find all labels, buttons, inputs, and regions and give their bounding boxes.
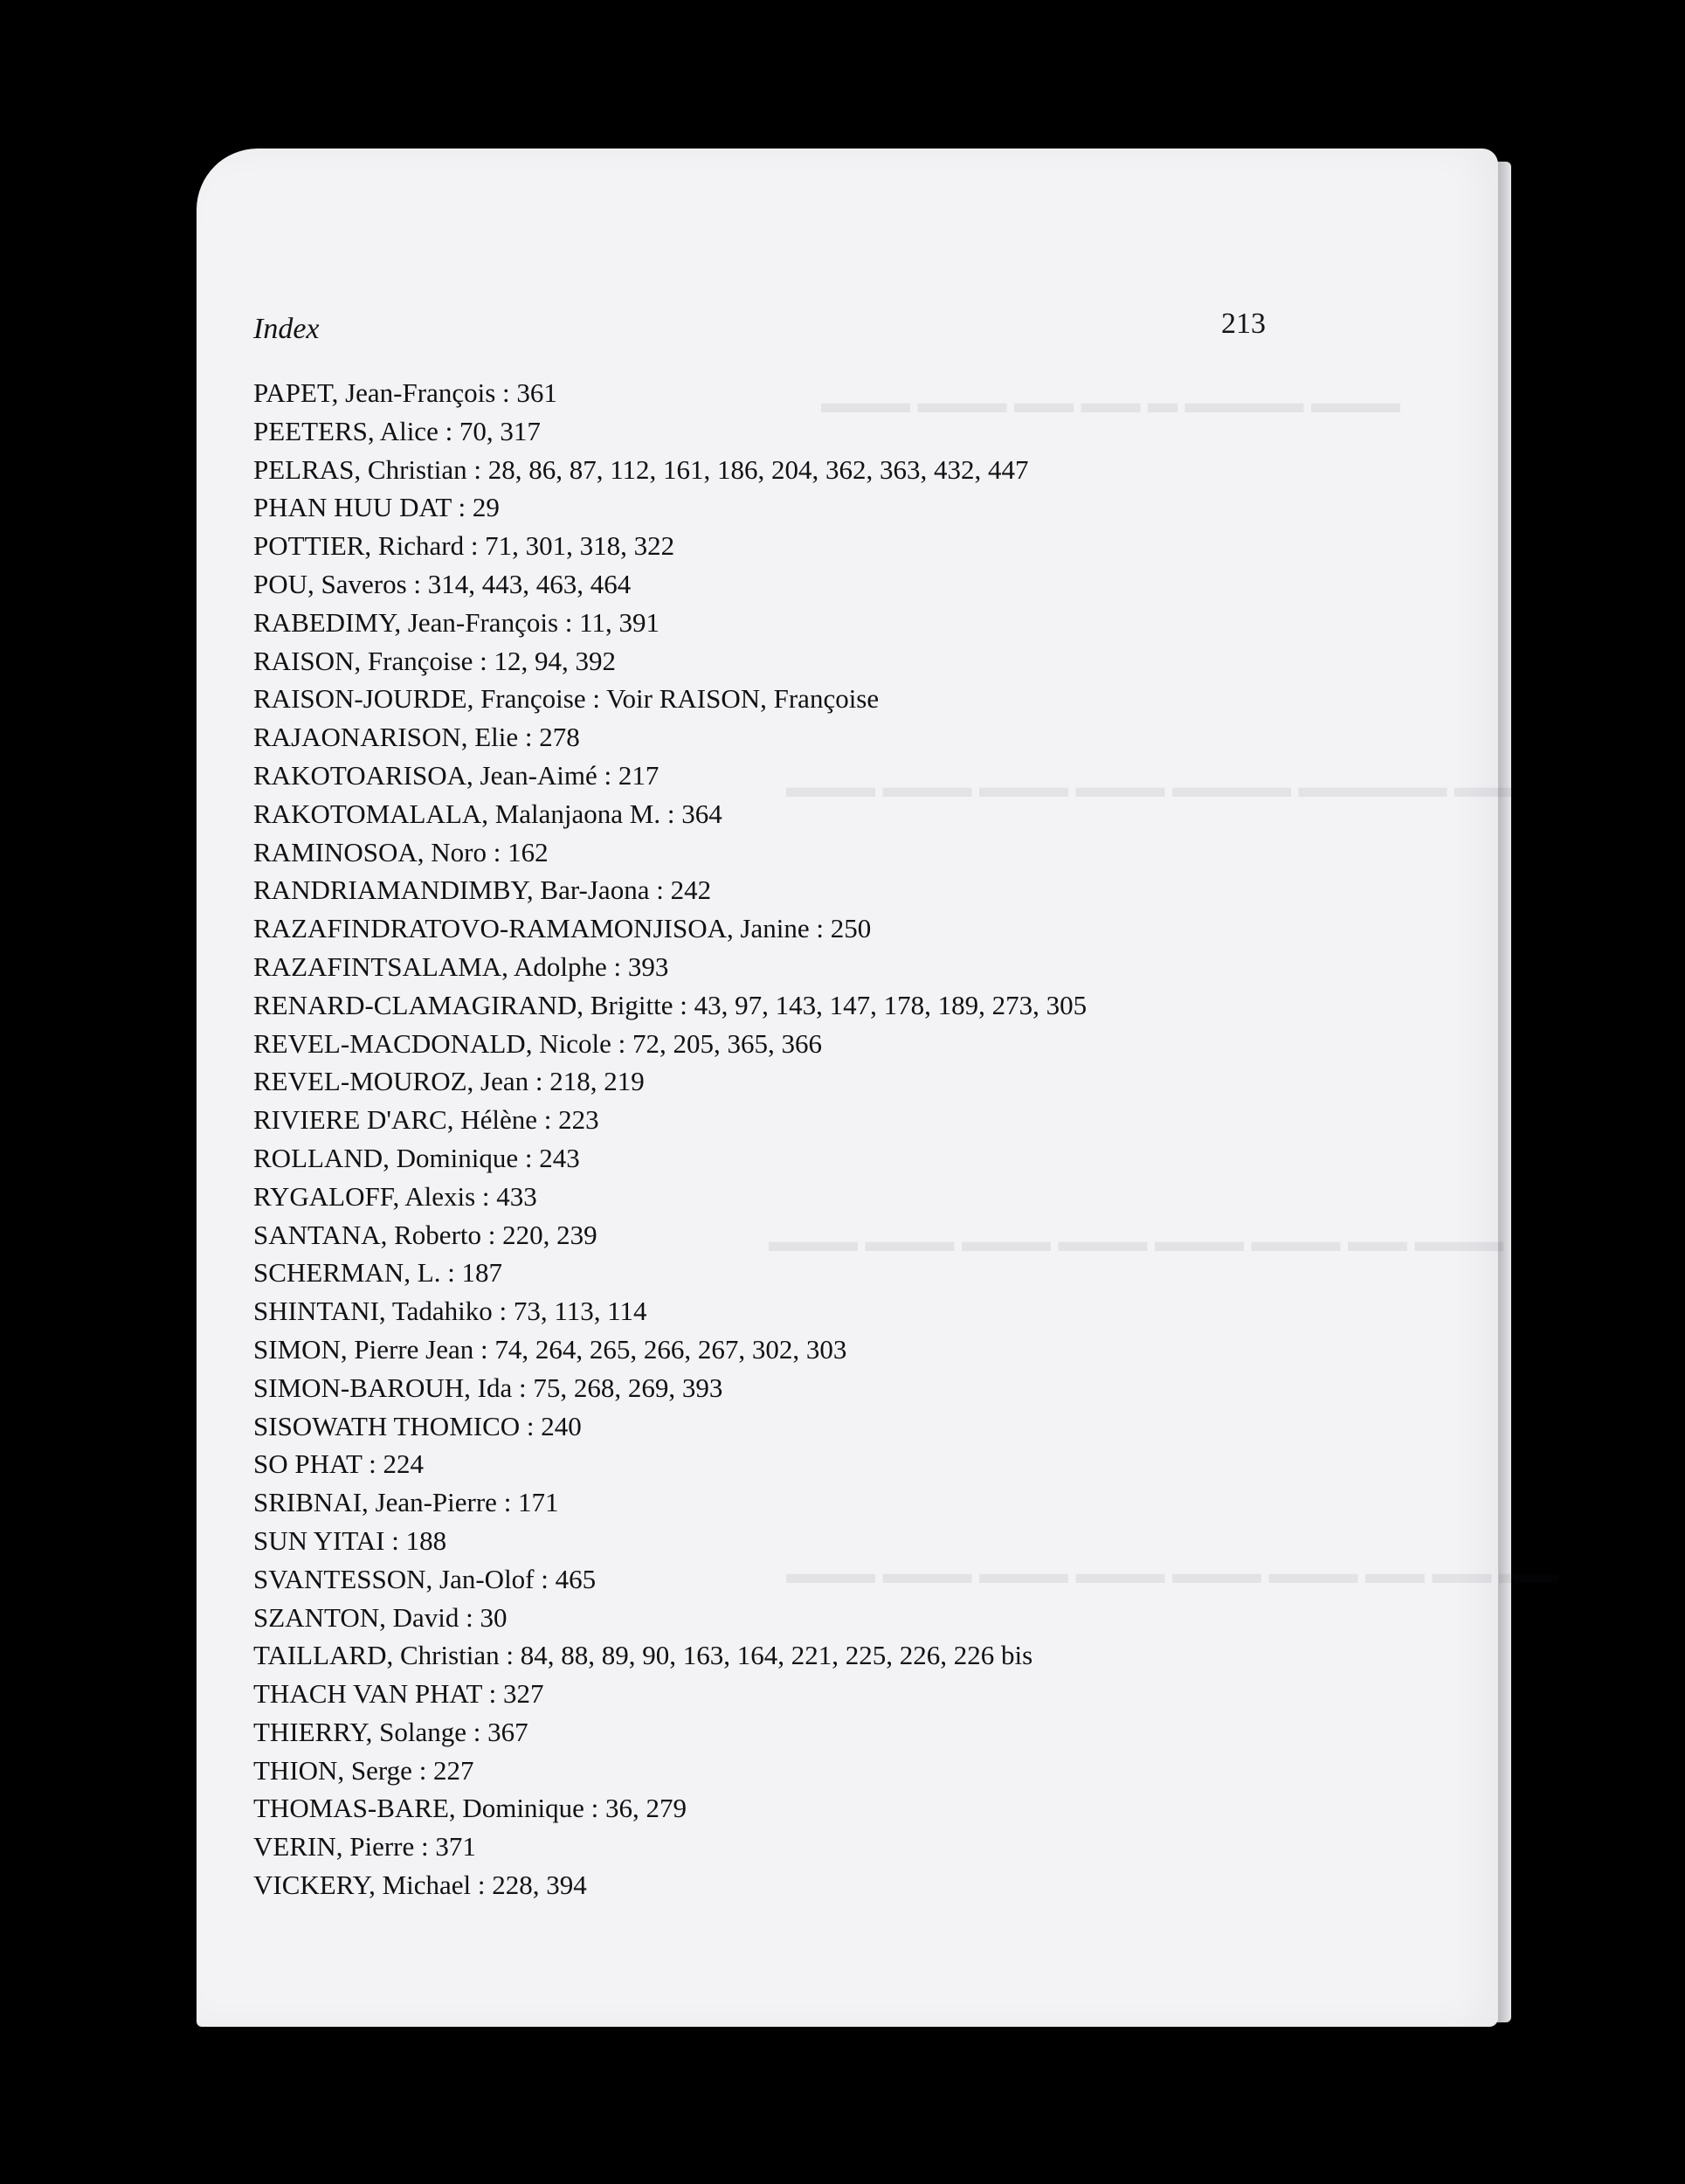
show-through-text: ▬▬ ▬▬▬▬▬ ▬▬▬▬ ▬▬▬ ▬▬▬ ▬▬▬ ▬▬▬ — [786, 771, 1514, 804]
index-entry: RAZAFINDRATOVO-RAMAMONJISOA, Janine : 250 — [253, 913, 872, 944]
index-entry: TAILLARD, Christian : 84, 88, 89, 90, 163, 164, 221, 225, 226, 226 bis — [253, 1640, 1033, 1671]
index-entry: SANTANA, Roberto : 220, 239 — [253, 1219, 597, 1250]
index-entry: SVANTESSON, Jan-Olof : 465 — [253, 1563, 597, 1594]
index-entry: PELRAS, Christian : 28, 86, 87, 112, 161, 186, 204, 362, 363, 432, 447 — [253, 453, 1029, 485]
page-number: 213 — [1221, 308, 1266, 340]
index-entry: RAZAFINTSALAMA, Adolphe : 393 — [253, 950, 669, 982]
index-entry: VICKERY, Michael : 228, 394 — [253, 1870, 587, 1901]
running-header-title: Index — [253, 313, 320, 345]
index-entry: ROLLAND, Dominique : 243 — [253, 1142, 580, 1173]
index-entry: THACH VAN PHAT : 327 — [253, 1678, 544, 1710]
index-entry: SRIBNAI, Jean-Pierre : 171 — [253, 1487, 559, 1518]
index-entry: RAISON-JOURDE, Françoise : Voir RAISON, Françoise — [253, 683, 880, 715]
index-entry: RAKOTOARISOA, Jean-Aimé : 217 — [253, 759, 659, 791]
index-entry: SCHERMAN, L. : 187 — [253, 1257, 503, 1289]
index-entry: SHINTANI, Tadahiko : 73, 113, 114 — [253, 1296, 647, 1327]
index-entry: REVEL-MOUROZ, Jean : 218, 219 — [253, 1066, 645, 1097]
index-entry: THION, Serge : 227 — [253, 1754, 474, 1786]
index-entry: SIMON-BAROUH, Ida : 75, 268, 269, 393 — [253, 1372, 723, 1403]
index-entry: RANDRIAMANDIMBY, Bar-Jaona : 242 — [253, 874, 712, 906]
index-entry: THOMAS-BARE, Dominique : 36, 279 — [253, 1793, 687, 1824]
index-entry: SIMON, Pierre Jean : 74, 264, 265, 266, 267, 302, 303 — [253, 1333, 847, 1365]
show-through-text: ▬▬▬ ▬▬▬▬ ▬ ▬▬ ▬▬ ▬▬▬ ▬▬▬ — [821, 387, 1400, 419]
index-entry: RAKOTOMALALA, Malanjaona M. : 364 — [253, 798, 722, 829]
index-entry-list — [253, 374, 1336, 1904]
show-through-text: ▬▬▬ ▬▬ ▬▬▬ ▬▬▬ ▬▬▬ ▬▬▬ ▬▬▬ ▬▬▬ — [769, 1226, 1504, 1258]
index-entry: RAMINOSOA, Noro : 162 — [253, 836, 549, 867]
index-entry: PHAN HUU DAT : 29 — [253, 492, 500, 523]
index-entry: RYGALOFF, Alexis : 433 — [253, 1180, 537, 1212]
index-entry: RAJAONARISON, Elie : 278 — [253, 722, 580, 753]
index-entry: SUN YITAI : 188 — [253, 1524, 447, 1556]
index-entry: SZANTON, David : 30 — [253, 1601, 508, 1633]
index-entry: RIVIERE D'ARC, Hélène : 223 — [253, 1104, 599, 1136]
index-entry: RENARD-CLAMAGIRAND, Brigitte : 43, 97, 143, 147, 178, 189, 273, 305 — [253, 989, 1088, 1020]
index-entry: RAISON, Françoise : 12, 94, 392 — [253, 645, 617, 676]
index-entry: POU, Saveros : 314, 443, 463, 464 — [253, 568, 632, 599]
index-entry: POTTIER, Richard : 71, 301, 318, 322 — [253, 530, 675, 562]
index-entry: RABEDIMY, Jean-François : 11, 391 — [253, 606, 659, 638]
index-entry: VERIN, Pierre : 371 — [253, 1831, 476, 1863]
index-entry: SISOWATH THOMICO : 240 — [253, 1410, 582, 1441]
show-through-text: ▬▬ ▬▬ ▬▬ ▬▬▬ ▬▬▬ ▬▬▬ ▬▬▬ ▬▬▬ ▬▬▬ — [786, 1558, 1558, 1590]
index-entry: SO PHAT : 224 — [253, 1448, 424, 1480]
index-entry: REVEL-MACDONALD, Nicole : 72, 205, 365, 366 — [253, 1027, 822, 1059]
index-entry: PEETERS, Alice : 70, 317 — [253, 415, 541, 446]
index-entry: PAPET, Jean-François : 361 — [253, 377, 557, 408]
index-entry: THIERRY, Solange : 367 — [253, 1716, 528, 1747]
